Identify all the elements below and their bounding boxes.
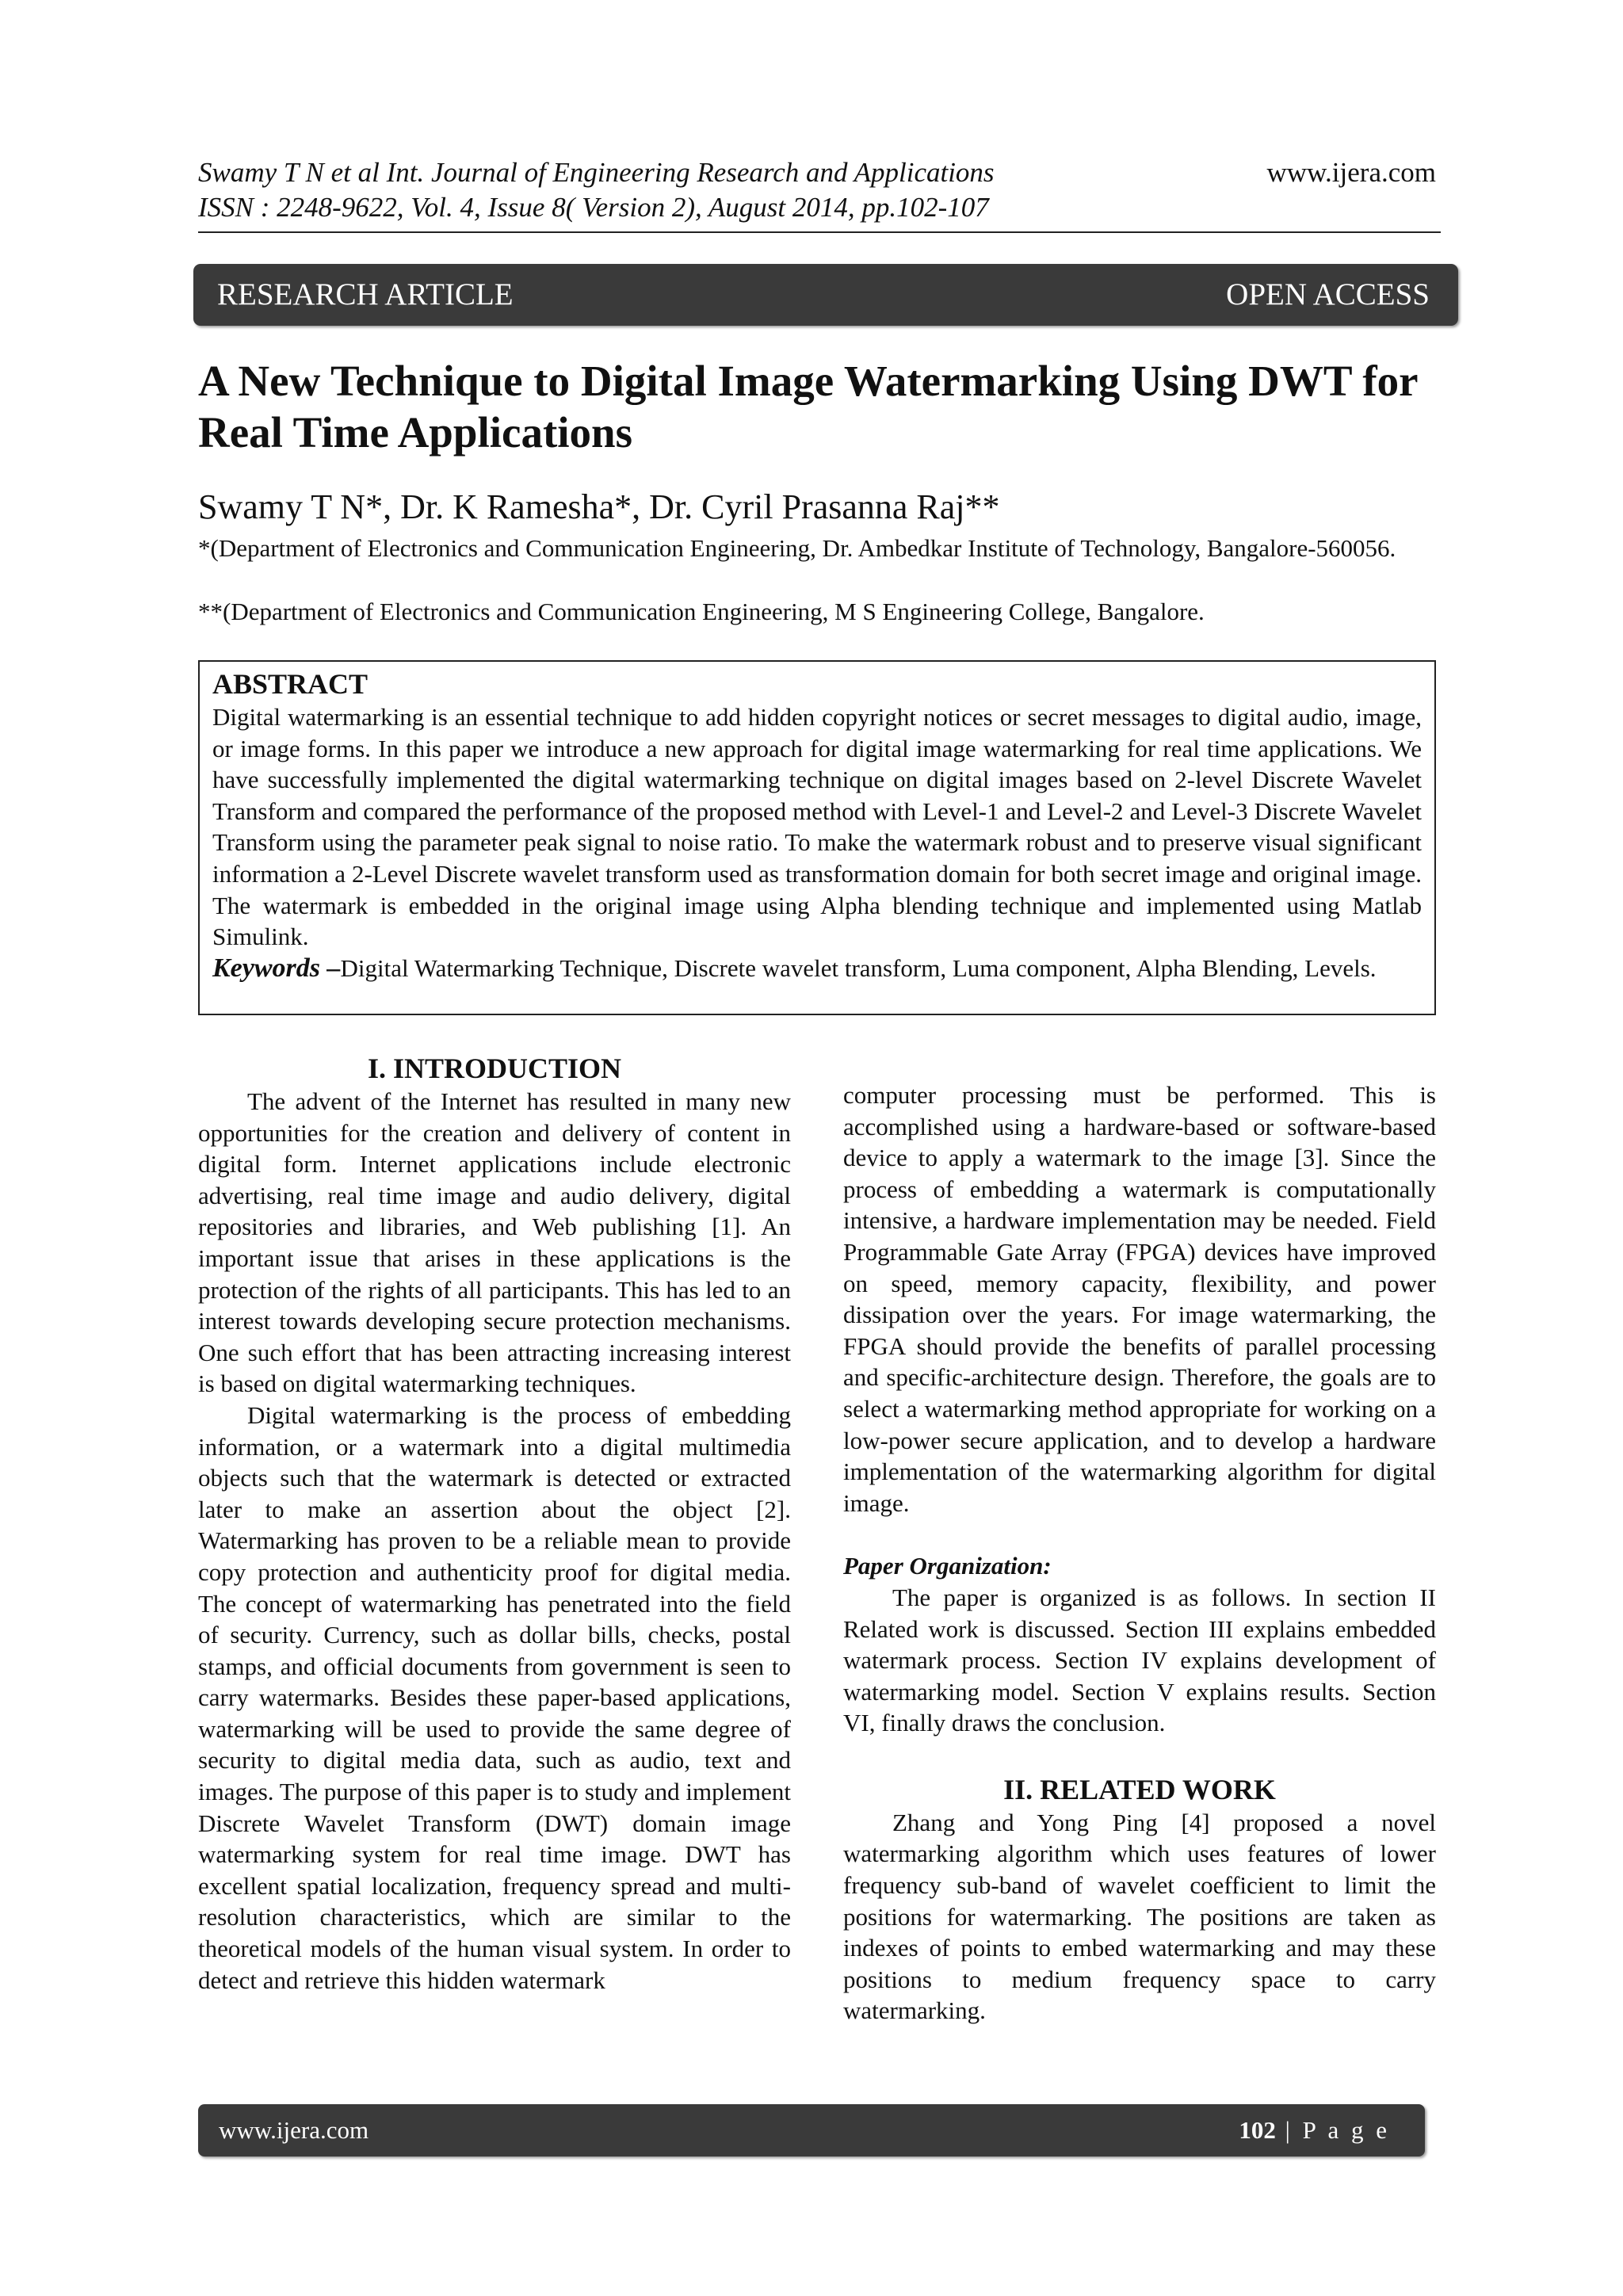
paper-title: A New Technique to Digital Image Watermarking Using DWT for Real Time Applications [198, 357, 1418, 457]
paper-organization-heading: Paper Organization: [843, 1552, 1052, 1580]
page-label: | P a g e [1275, 2116, 1390, 2144]
intro-paragraph-2: Digital watermarking is the process of embedding information, or a watermark into a digital multimedia objects such that the watermark is detected or extracted later to make an assertion about the object [2]. Watermarking has proven to be a reliable mean to provide copy protection and authenticity proof for digital media. The concept of watermarking has penetrated into the field of security. Currency, such as dollar bills, checks, postal stamps, and official documents from government is seen to carry watermarks. Besides these paper-based applications, watermarking will be used to provide the same degree of security to digital media data, such as audio, text and images. The purpose of this paper is to study and implement Discrete Wavelet Transform (DWT) domain image watermarking system for real time image. DWT has excellent spatial localization, frequency spread and multi-resolution characteristics, which are similar to the theoretical models of the human visual system. In order to detect and retrieve this hidden watermark [198, 1400, 791, 1994]
affiliation-1: *(Department of Electronics and Communication Engineering, Dr. Ambedkar Institute of Technology, Bangalore-560056. [198, 534, 1396, 562]
paper-organization-text: The paper is organized is as follows. In section II Related work is discussed. Section III explains embedded watermark process. Section IV explains development of watermarking model. Section V explains results. Section VI, finally draws the conclusion. [843, 1583, 1436, 1737]
access-label: OPEN ACCESS [1226, 277, 1430, 311]
section-heading-related-work: II. RELATED WORK [1003, 1773, 1276, 1805]
header-website: www.ijera.com [1266, 157, 1436, 188]
journal-citation: Swamy T N et al Int. Journal of Engineering Research and Applications [198, 157, 995, 188]
issn-citation: ISSN : 2248-9622, Vol. 4, Issue 8( Version 2), August 2014, pp.102-107 [198, 192, 989, 223]
page-header [198, 155, 1441, 233]
footer-website: www.ijera.com [219, 2116, 369, 2144]
article-type-bar [193, 264, 1458, 326]
footer-bar [198, 2104, 1425, 2157]
page-number-value: 102 [1239, 2116, 1276, 2144]
abstract-box [198, 660, 1436, 1015]
section-heading-introduction: I. INTRODUCTION [367, 1052, 622, 1084]
left-column [198, 1051, 791, 1996]
author-list: Swamy T N*, Dr. K Ramesha*, Dr. Cyril Prasanna Raj** [198, 487, 1000, 526]
keywords-label: Keywords – [212, 953, 341, 983]
affiliation-2: **(Department of Electronics and Communication Engineering, M S Engineering College, Bangalore. [198, 598, 1205, 625]
intro-continuation: computer processing must be performed. This is accomplished using a hardware-based or software-based device to apply a watermark to the image [3]. Since the process of embedding a watermark is computationally intensive, a hardware implementation may be needed. Field Programmable Gate Array (FPGA) devices have improved on speed, memory capacity, flexibility, and power dissipation over the years. For image watermarking, the FPGA should provide the benefits of parallel processing and specific-architecture design. Therefore, the goals are to select a watermarking method appropriate for working on a low-power secure application, and to develop a hardware implementation of the watermarking algorithm for digital image. [843, 1081, 1436, 1517]
page-number [1239, 2114, 1390, 2147]
keywords [212, 953, 1422, 984]
right-column [843, 1079, 1436, 2027]
related-work-text: Zhang and Yong Ping [4] proposed a novel watermarking algorithm which uses features of lower frequency sub-band of wavelet coefficient to limit the positions for watermarking. The positions are taken as indexes of points to embed watermarking and may these positions to medium frequency space to carry watermarking. [843, 1808, 1436, 2025]
keywords-text: Digital Watermarking Technique, Discrete wavelet transform, Luma component, Alpha Blending, Levels. [340, 953, 1377, 982]
article-type-label: RESEARCH ARTICLE [217, 277, 514, 311]
abstract-heading: ABSTRACT [212, 668, 369, 700]
abstract-text: Digital watermarking is an essential technique to add hidden copyright notices or secret messages to digital audio, image, or image forms. In this paper we introduce a new approach for digital image watermarking for real time applications. We have successfully implemented the digital watermarking technique on digital images based on 2-level Discrete Wavelet Transform and compared the performance of the proposed method with Level-1 and Level-2 and Level-3 Discrete Wavelet Transform using the parameter peak signal to noise ratio. To make the watermark robust and to preserve visual significant information a 2-Level Discrete wavelet transform used as transformation domain for both secret image and original image. The watermark is embedded in the original image using Alpha blending technique and implemented using Matlab Simulink. [212, 703, 1422, 951]
intro-paragraph-1: The advent of the Internet has resulted in many new opportunities for the creation and delivery of content in digital form. Internet applications include electronic advertising, real time image and audio delivery, digital repositories and libraries, and Web publishing [1]. An important issue that arises in these applications is the protection of the rights of all participants. This has led to an interest towards developing secure protection mechanisms. One such effort that has been attracting increasing interest is based on digital watermarking techniques. [198, 1087, 791, 1398]
